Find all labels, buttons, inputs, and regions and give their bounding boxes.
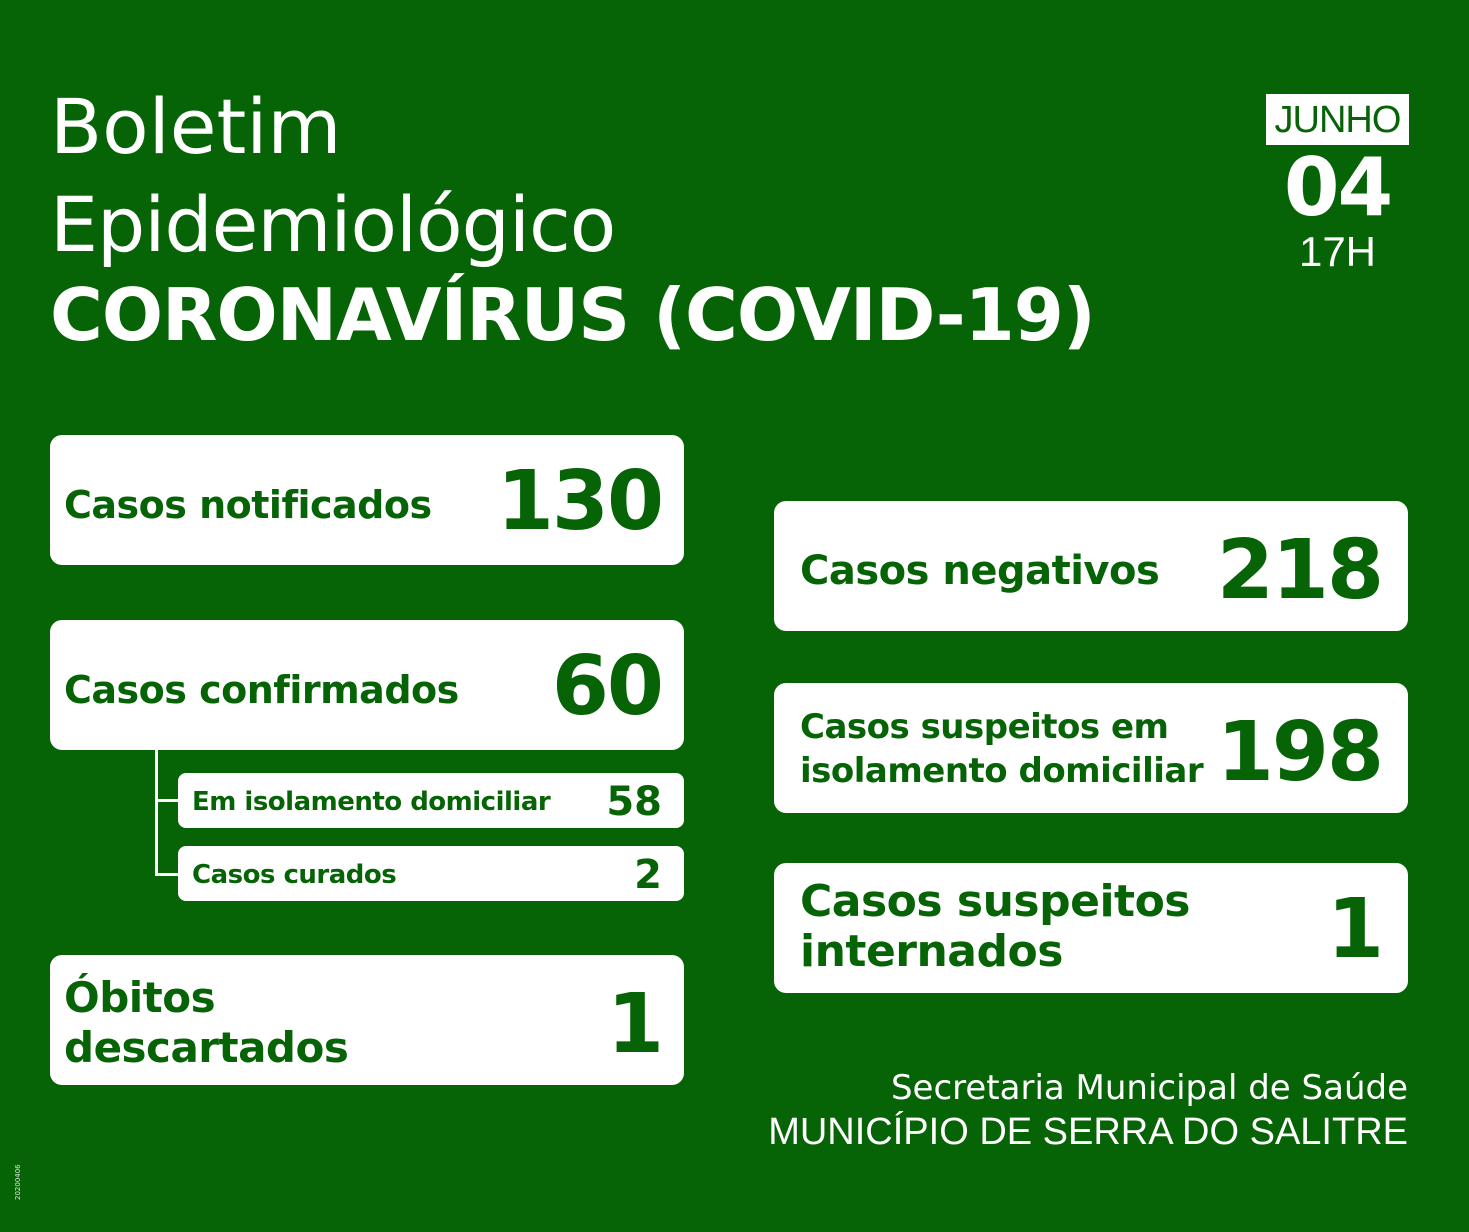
card-negative-cases <box>774 501 1408 631</box>
confirmed-cases-value: 60 <box>551 639 662 734</box>
card-notified-cases <box>50 435 684 565</box>
day-number: 04 <box>1283 141 1392 234</box>
confirmed-cases-label: Casos confirmados <box>64 668 459 712</box>
tree-connector-vertical <box>155 750 158 876</box>
deaths-discarded-value: 1 <box>606 977 662 1072</box>
hour-label: 17H <box>1298 228 1377 275</box>
card-home-isolation <box>178 773 684 828</box>
date-stamp: 20200406 <box>14 1164 22 1200</box>
home-isolation-label: Em isolamento domiciliar <box>192 787 551 817</box>
bulletin-title-line2: Epidemiológico <box>50 180 616 269</box>
cured-cases-label: Casos curados <box>192 860 397 890</box>
card-suspected-home-isolation <box>774 683 1408 813</box>
suspected-home-isolation-label: Casos suspeitos em isolamento domiciliar <box>800 707 1204 791</box>
negative-cases-value: 218 <box>1216 523 1382 618</box>
negative-cases-label: Casos negativos <box>800 548 1160 594</box>
footer-secretariat: Secretaria Municipal de Saúde <box>890 1068 1408 1108</box>
card-confirmed-cases <box>50 620 684 750</box>
month-badge: JUNHO <box>1266 94 1409 145</box>
card-suspected-hospitalized <box>774 863 1408 993</box>
suspected-hospitalized-value: 1 <box>1326 882 1382 977</box>
card-deaths-discarded <box>50 955 684 1085</box>
suspected-hospitalized-label: Casos suspeitos internados <box>800 876 1190 977</box>
home-isolation-value: 58 <box>606 779 662 825</box>
cured-cases-value: 2 <box>634 852 662 898</box>
tree-connector-branch-1 <box>155 799 179 802</box>
notified-cases-value: 130 <box>496 454 662 549</box>
bulletin-title-line1: Boletim <box>50 82 342 171</box>
suspected-home-isolation-value: 198 <box>1216 705 1382 800</box>
card-cured-cases <box>178 846 684 901</box>
bulletin-title-line3: CORONAVÍRUS (COVID-19) <box>50 273 1095 357</box>
deaths-discarded-label: Óbitos descartados <box>64 973 349 1072</box>
notified-cases-label: Casos notificados <box>64 483 432 527</box>
footer-municipality: MUNICÍPIO DE SERRA DO SALITRE <box>768 1111 1408 1153</box>
tree-connector-branch-2 <box>155 873 179 876</box>
